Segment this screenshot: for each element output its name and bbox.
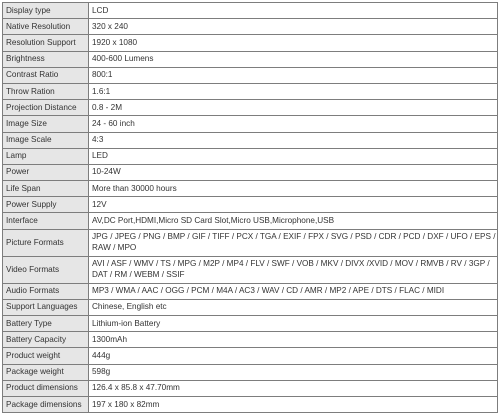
spec-row-power-supply (3, 197, 498, 213)
spec-value: 1.6:1 (89, 83, 498, 99)
spec-label: Contrast Ratio (3, 67, 89, 83)
spec-row-battery-capacity (3, 332, 498, 348)
spec-label: Picture Formats (3, 229, 89, 256)
spec-value: AV,DC Port,HDMI,Micro SD Card Slot,Micro USB,Microphone,USB (89, 213, 498, 229)
spec-value: 1920 x 1080 (89, 35, 498, 51)
spec-label: Package weight (3, 364, 89, 380)
spec-row-display-type (3, 3, 498, 19)
spec-value: 1300mAh (89, 332, 498, 348)
spec-value: 197 x 180 x 82mm (89, 396, 498, 412)
spec-label: Battery Capacity (3, 332, 89, 348)
spec-value: LCD (89, 3, 498, 19)
spec-value: LED (89, 148, 498, 164)
spec-table-body (3, 3, 498, 413)
spec-value: Chinese, English etc (89, 299, 498, 315)
spec-label: Interface (3, 213, 89, 229)
spec-row-brightness (3, 51, 498, 67)
spec-value: 4:3 (89, 132, 498, 148)
spec-row-power (3, 164, 498, 180)
spec-value: 444g (89, 348, 498, 364)
spec-row-interface (3, 213, 498, 229)
spec-row-contrast-ratio (3, 67, 498, 83)
spec-row-image-scale (3, 132, 498, 148)
spec-row-product-weight (3, 348, 498, 364)
spec-value: JPG / JPEG / PNG / BMP / GIF / TIFF / PCX / TGA / EXIF / FPX / SVG / PSD / CDR / PCD / DXF / UFO / EPS / RAW / MPO (89, 229, 498, 256)
spec-row-throw-ration (3, 83, 498, 99)
spec-label: Life Span (3, 181, 89, 197)
spec-value: 320 x 240 (89, 19, 498, 35)
spec-label: Product weight (3, 348, 89, 364)
spec-label: Resolution Support (3, 35, 89, 51)
spec-label: Image Size (3, 116, 89, 132)
spec-label: Display type (3, 3, 89, 19)
spec-value: 126.4 x 85.8 x 47.70mm (89, 380, 498, 396)
spec-row-projection-distance (3, 100, 498, 116)
spec-row-battery-type (3, 316, 498, 332)
spec-value: Lithium-ion Battery (89, 316, 498, 332)
spec-value: 598g (89, 364, 498, 380)
spec-row-product-dimensions (3, 380, 498, 396)
spec-value: 24 - 60 inch (89, 116, 498, 132)
spec-label: Throw Ration (3, 83, 89, 99)
spec-row-native-resolution (3, 19, 498, 35)
spec-row-lamp (3, 148, 498, 164)
spec-value: 10-24W (89, 164, 498, 180)
spec-label: Package dimensions (3, 396, 89, 412)
spec-row-audio-formats (3, 283, 498, 299)
spec-value: More than 30000 hours (89, 181, 498, 197)
spec-label: Power Supply (3, 197, 89, 213)
spec-table (2, 2, 498, 413)
spec-value: AVI / ASF / WMV / TS / MPG / M2P / MP4 / FLV / SWF / VOB / MKV / DIVX /XVID / MOV / RMVB / RV / 3GP / DAT / RM / WEBM / SSIF (89, 256, 498, 283)
spec-row-life-span (3, 181, 498, 197)
spec-label: Video Formats (3, 256, 89, 283)
spec-value: 12V (89, 197, 498, 213)
spec-label: Image Scale (3, 132, 89, 148)
spec-row-image-size (3, 116, 498, 132)
spec-row-support-languages (3, 299, 498, 315)
spec-label: Brightness (3, 51, 89, 67)
spec-row-picture-formats (3, 229, 498, 256)
spec-value: 0.8 - 2M (89, 100, 498, 116)
spec-value: MP3 / WMA / AAC / OGG / PCM / M4A / AC3 / WAV / CD / AMR / MP2 / APE / DTS / FLAC / MIDI (89, 283, 498, 299)
spec-row-package-dimensions (3, 396, 498, 412)
spec-label: Product dimensions (3, 380, 89, 396)
spec-label: Audio Formats (3, 283, 89, 299)
spec-label: Support Languages (3, 299, 89, 315)
spec-row-video-formats (3, 256, 498, 283)
spec-row-resolution-support (3, 35, 498, 51)
spec-label: Native Resolution (3, 19, 89, 35)
spec-label: Battery Type (3, 316, 89, 332)
spec-label: Power (3, 164, 89, 180)
spec-label: Projection Distance (3, 100, 89, 116)
spec-row-package-weight (3, 364, 498, 380)
spec-label: Lamp (3, 148, 89, 164)
spec-value: 800:1 (89, 67, 498, 83)
spec-value: 400-600 Lumens (89, 51, 498, 67)
